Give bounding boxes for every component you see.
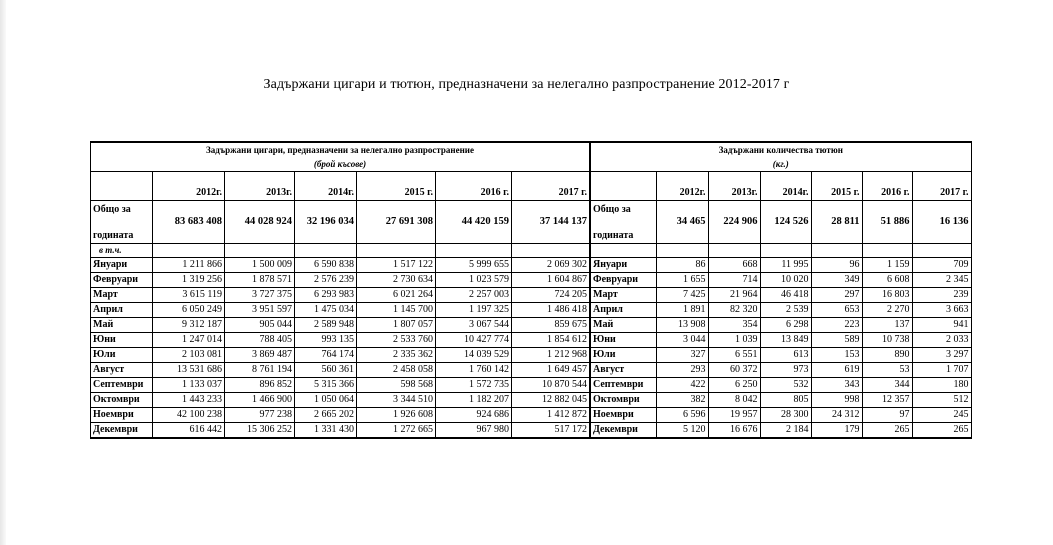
- month-value: 14 039 529: [436, 348, 512, 363]
- month-value: 86: [656, 258, 708, 273]
- month-value: 896 852: [225, 378, 295, 393]
- table-row: [91, 303, 590, 318]
- table-row: [590, 258, 971, 273]
- month-label: Юли: [590, 348, 656, 363]
- empty-cell: [590, 244, 656, 258]
- table-row: [91, 348, 590, 363]
- month-value: 5 120: [656, 423, 708, 439]
- month-value: 1 649 457: [512, 363, 590, 378]
- month-value: 180: [912, 378, 971, 393]
- month-value: 905 044: [225, 318, 295, 333]
- month-value: 1 039: [708, 333, 760, 348]
- month-value: 6 250: [708, 378, 760, 393]
- total-value: 224 906: [708, 201, 760, 244]
- total-label: Общо за годината: [590, 201, 656, 244]
- month-value: 517 172: [512, 423, 590, 439]
- month-value: 619: [811, 363, 862, 378]
- month-value: 805: [760, 393, 811, 408]
- month-value: 859 675: [512, 318, 590, 333]
- month-value: 653: [811, 303, 862, 318]
- month-label: Декември: [91, 423, 153, 439]
- month-value: 10 870 544: [512, 378, 590, 393]
- empty-cell: [357, 244, 436, 258]
- month-value: 2 257 003: [436, 288, 512, 303]
- month-label: Октомври: [91, 393, 153, 408]
- total-value: 44 028 924: [225, 201, 295, 244]
- month-value: 2 335 362: [357, 348, 436, 363]
- month-value: 3 951 597: [225, 303, 295, 318]
- total-value: 16 136: [912, 201, 971, 244]
- month-label: Февруари: [590, 273, 656, 288]
- month-value: 1 466 900: [225, 393, 295, 408]
- month-value: 2 069 302: [512, 258, 590, 273]
- month-label: Януари: [590, 258, 656, 273]
- month-value: 245: [912, 408, 971, 423]
- month-value: 1 707: [912, 363, 971, 378]
- month-value: 2 103 081: [153, 348, 225, 363]
- month-value: 13 531 686: [153, 363, 225, 378]
- month-value: 3 067 544: [436, 318, 512, 333]
- year-header: 2016 г.: [862, 172, 912, 201]
- month-value: 724 205: [512, 288, 590, 303]
- corner-cell: [590, 172, 656, 201]
- month-value: 993 135: [295, 333, 357, 348]
- year-header: 2012г.: [153, 172, 225, 201]
- month-value: 10 427 774: [436, 333, 512, 348]
- table-row: [590, 363, 971, 378]
- month-value: 11 995: [760, 258, 811, 273]
- month-value: 1 572 735: [436, 378, 512, 393]
- cigarettes-header: Задържани цигари, предназначени за нелегално разпространение: [91, 142, 590, 157]
- month-label: Юли: [91, 348, 153, 363]
- month-value: 8 042: [708, 393, 760, 408]
- month-value: 1 655: [656, 273, 708, 288]
- month-value: 10 020: [760, 273, 811, 288]
- table-row: [91, 363, 590, 378]
- total-label: Общо за годината: [91, 201, 153, 244]
- month-value: 1 211 866: [153, 258, 225, 273]
- month-value: 714: [708, 273, 760, 288]
- table-row: [91, 378, 590, 393]
- month-value: 96: [811, 258, 862, 273]
- total-value: 34 465: [656, 201, 708, 244]
- month-value: 2 184: [760, 423, 811, 439]
- month-value: 15 306 252: [225, 423, 295, 439]
- month-label: Септември: [590, 378, 656, 393]
- year-header: 2014г.: [760, 172, 811, 201]
- month-value: 82 320: [708, 303, 760, 318]
- month-value: 42 100 238: [153, 408, 225, 423]
- month-value: 941: [912, 318, 971, 333]
- month-value: 1 145 700: [357, 303, 436, 318]
- month-value: 973: [760, 363, 811, 378]
- month-value: 1 891: [656, 303, 708, 318]
- month-value: 24 312: [811, 408, 862, 423]
- table-row: [91, 333, 590, 348]
- month-value: 1 023 579: [436, 273, 512, 288]
- month-label: Ноември: [91, 408, 153, 423]
- month-value: 6 050 249: [153, 303, 225, 318]
- month-value: 53: [862, 363, 912, 378]
- month-value: 327: [656, 348, 708, 363]
- total-value: 124 526: [760, 201, 811, 244]
- year-header: 2013г.: [708, 172, 760, 201]
- month-value: 1 182 207: [436, 393, 512, 408]
- table-row: [91, 258, 590, 273]
- empty-cell: [153, 244, 225, 258]
- table-row: [590, 348, 971, 363]
- year-header: 2014г.: [295, 172, 357, 201]
- month-value: 1 878 571: [225, 273, 295, 288]
- month-value: 46 418: [760, 288, 811, 303]
- month-value: 16 676: [708, 423, 760, 439]
- month-value: 1 197 325: [436, 303, 512, 318]
- month-label: Юни: [91, 333, 153, 348]
- month-value: 6 021 264: [357, 288, 436, 303]
- total-value: 27 691 308: [357, 201, 436, 244]
- month-value: 2 533 760: [357, 333, 436, 348]
- corner-cell: [91, 172, 153, 201]
- month-value: 788 405: [225, 333, 295, 348]
- empty-cell: [295, 244, 357, 258]
- month-value: 13 908: [656, 318, 708, 333]
- month-value: 512: [912, 393, 971, 408]
- table-row: [590, 378, 971, 393]
- document-title: Задържани цигари и тютюн, предназначени за нелегално разпространение 2012-2017 г: [263, 77, 790, 92]
- table-row: [91, 273, 590, 288]
- month-label: Април: [590, 303, 656, 318]
- month-value: 223: [811, 318, 862, 333]
- vtch-label: в т.ч.: [91, 244, 153, 258]
- tobacco-header: Задържани количества тютюн: [590, 142, 971, 157]
- month-value: 1 319 256: [153, 273, 225, 288]
- month-value: 1 807 057: [357, 318, 436, 333]
- month-value: 7 425: [656, 288, 708, 303]
- month-label: Май: [91, 318, 153, 333]
- month-value: 5 315 366: [295, 378, 357, 393]
- month-value: 1 247 014: [153, 333, 225, 348]
- month-value: 6 596: [656, 408, 708, 423]
- month-value: 1 443 233: [153, 393, 225, 408]
- tobacco-unit: (кг.): [590, 157, 971, 172]
- month-value: 239: [912, 288, 971, 303]
- month-value: 179: [811, 423, 862, 439]
- total-value: 51 886: [862, 201, 912, 244]
- month-value: 2 345: [912, 273, 971, 288]
- month-value: 3 615 119: [153, 288, 225, 303]
- month-value: 532: [760, 378, 811, 393]
- month-value: 1 854 612: [512, 333, 590, 348]
- month-value: 6 551: [708, 348, 760, 363]
- total-value: 83 683 408: [153, 201, 225, 244]
- month-value: 354: [708, 318, 760, 333]
- month-value: 21 964: [708, 288, 760, 303]
- month-value: 13 849: [760, 333, 811, 348]
- table-row: [91, 393, 590, 408]
- month-value: 60 372: [708, 363, 760, 378]
- month-label: Февруари: [91, 273, 153, 288]
- month-value: 265: [862, 423, 912, 439]
- month-value: 1 212 968: [512, 348, 590, 363]
- month-value: 998: [811, 393, 862, 408]
- year-header: 2015 г.: [811, 172, 862, 201]
- month-value: 613: [760, 348, 811, 363]
- month-value: 560 361: [295, 363, 357, 378]
- month-value: 349: [811, 273, 862, 288]
- month-value: 422: [656, 378, 708, 393]
- month-value: 890: [862, 348, 912, 363]
- month-label: Март: [590, 288, 656, 303]
- month-value: 1 159: [862, 258, 912, 273]
- table-row: [91, 423, 590, 439]
- month-value: 16 803: [862, 288, 912, 303]
- month-value: 137: [862, 318, 912, 333]
- month-label: Ноември: [590, 408, 656, 423]
- empty-cell: [760, 244, 811, 258]
- month-value: 1 272 665: [357, 423, 436, 439]
- month-value: 293: [656, 363, 708, 378]
- month-value: 2 665 202: [295, 408, 357, 423]
- empty-cell: [862, 244, 912, 258]
- month-value: 28 300: [760, 408, 811, 423]
- month-value: 1 331 430: [295, 423, 357, 439]
- month-value: 5 999 655: [436, 258, 512, 273]
- month-value: 2 730 634: [357, 273, 436, 288]
- table-row: [590, 408, 971, 423]
- year-header: 2012г.: [656, 172, 708, 201]
- month-value: 97: [862, 408, 912, 423]
- month-value: 3 297: [912, 348, 971, 363]
- table-row: [91, 288, 590, 303]
- month-value: 8 761 194: [225, 363, 295, 378]
- month-label: Август: [590, 363, 656, 378]
- month-value: 1 486 418: [512, 303, 590, 318]
- cigarettes-table: [90, 141, 590, 439]
- month-value: 709: [912, 258, 971, 273]
- month-label: Август: [91, 363, 153, 378]
- month-value: 19 957: [708, 408, 760, 423]
- month-value: 1 517 122: [357, 258, 436, 273]
- tobacco-table: [589, 141, 972, 439]
- month-label: Декември: [590, 423, 656, 439]
- table-row: [590, 333, 971, 348]
- month-value: 2 539: [760, 303, 811, 318]
- cigarettes-unit: (брой късове): [91, 157, 590, 172]
- empty-cell: [512, 244, 590, 258]
- month-value: 616 442: [153, 423, 225, 439]
- month-value: 153: [811, 348, 862, 363]
- year-header: 2017 г.: [912, 172, 971, 201]
- month-value: 344: [862, 378, 912, 393]
- empty-cell: [436, 244, 512, 258]
- month-value: 10 738: [862, 333, 912, 348]
- table-row: [590, 303, 971, 318]
- month-value: 967 980: [436, 423, 512, 439]
- month-label: Март: [91, 288, 153, 303]
- total-value: 32 196 034: [295, 201, 357, 244]
- month-value: 3 044: [656, 333, 708, 348]
- month-value: 924 686: [436, 408, 512, 423]
- month-value: 2 458 058: [357, 363, 436, 378]
- empty-cell: [225, 244, 295, 258]
- total-value: 44 420 159: [436, 201, 512, 244]
- empty-cell: [811, 244, 862, 258]
- month-value: 6 590 838: [295, 258, 357, 273]
- month-value: 6 608: [862, 273, 912, 288]
- month-label: Юни: [590, 333, 656, 348]
- year-header: 2017 г.: [512, 172, 590, 201]
- month-value: 1 604 867: [512, 273, 590, 288]
- month-value: 2 270: [862, 303, 912, 318]
- month-value: 3 869 487: [225, 348, 295, 363]
- month-value: 668: [708, 258, 760, 273]
- month-value: 6 298: [760, 318, 811, 333]
- table-row: [590, 393, 971, 408]
- month-value: 1 926 608: [357, 408, 436, 423]
- month-value: 3 663: [912, 303, 971, 318]
- month-label: Октомври: [590, 393, 656, 408]
- month-label: Януари: [91, 258, 153, 273]
- month-value: 598 568: [357, 378, 436, 393]
- month-value: 1 050 064: [295, 393, 357, 408]
- month-value: 589: [811, 333, 862, 348]
- month-value: 1 500 009: [225, 258, 295, 273]
- month-value: 1 475 034: [295, 303, 357, 318]
- month-value: 2 033: [912, 333, 971, 348]
- empty-cell: [656, 244, 708, 258]
- table-row: [91, 318, 590, 333]
- month-value: 977 238: [225, 408, 295, 423]
- month-value: 9 312 187: [153, 318, 225, 333]
- month-value: 764 174: [295, 348, 357, 363]
- year-header: 2013г.: [225, 172, 295, 201]
- total-value: 28 811: [811, 201, 862, 244]
- month-value: 2 576 239: [295, 273, 357, 288]
- month-value: 343: [811, 378, 862, 393]
- month-label: Април: [91, 303, 153, 318]
- month-value: 12 882 045: [512, 393, 590, 408]
- month-value: 2 589 948: [295, 318, 357, 333]
- month-value: 12 357: [862, 393, 912, 408]
- empty-cell: [708, 244, 760, 258]
- empty-cell: [912, 244, 971, 258]
- total-value: 37 144 137: [512, 201, 590, 244]
- month-value: 297: [811, 288, 862, 303]
- month-label: Септември: [91, 378, 153, 393]
- month-label: Май: [590, 318, 656, 333]
- month-value: 265: [912, 423, 971, 439]
- month-value: 3 727 375: [225, 288, 295, 303]
- month-value: 6 293 983: [295, 288, 357, 303]
- table-row: [91, 408, 590, 423]
- month-value: 1 760 142: [436, 363, 512, 378]
- table-row: [590, 273, 971, 288]
- year-header: 2016 г.: [436, 172, 512, 201]
- month-value: 1 133 037: [153, 378, 225, 393]
- table-row: [590, 288, 971, 303]
- table-row: [590, 423, 971, 439]
- table-row: [590, 318, 971, 333]
- month-value: 1 412 872: [512, 408, 590, 423]
- year-header: 2015 г.: [357, 172, 436, 201]
- month-value: 3 344 510: [357, 393, 436, 408]
- month-value: 382: [656, 393, 708, 408]
